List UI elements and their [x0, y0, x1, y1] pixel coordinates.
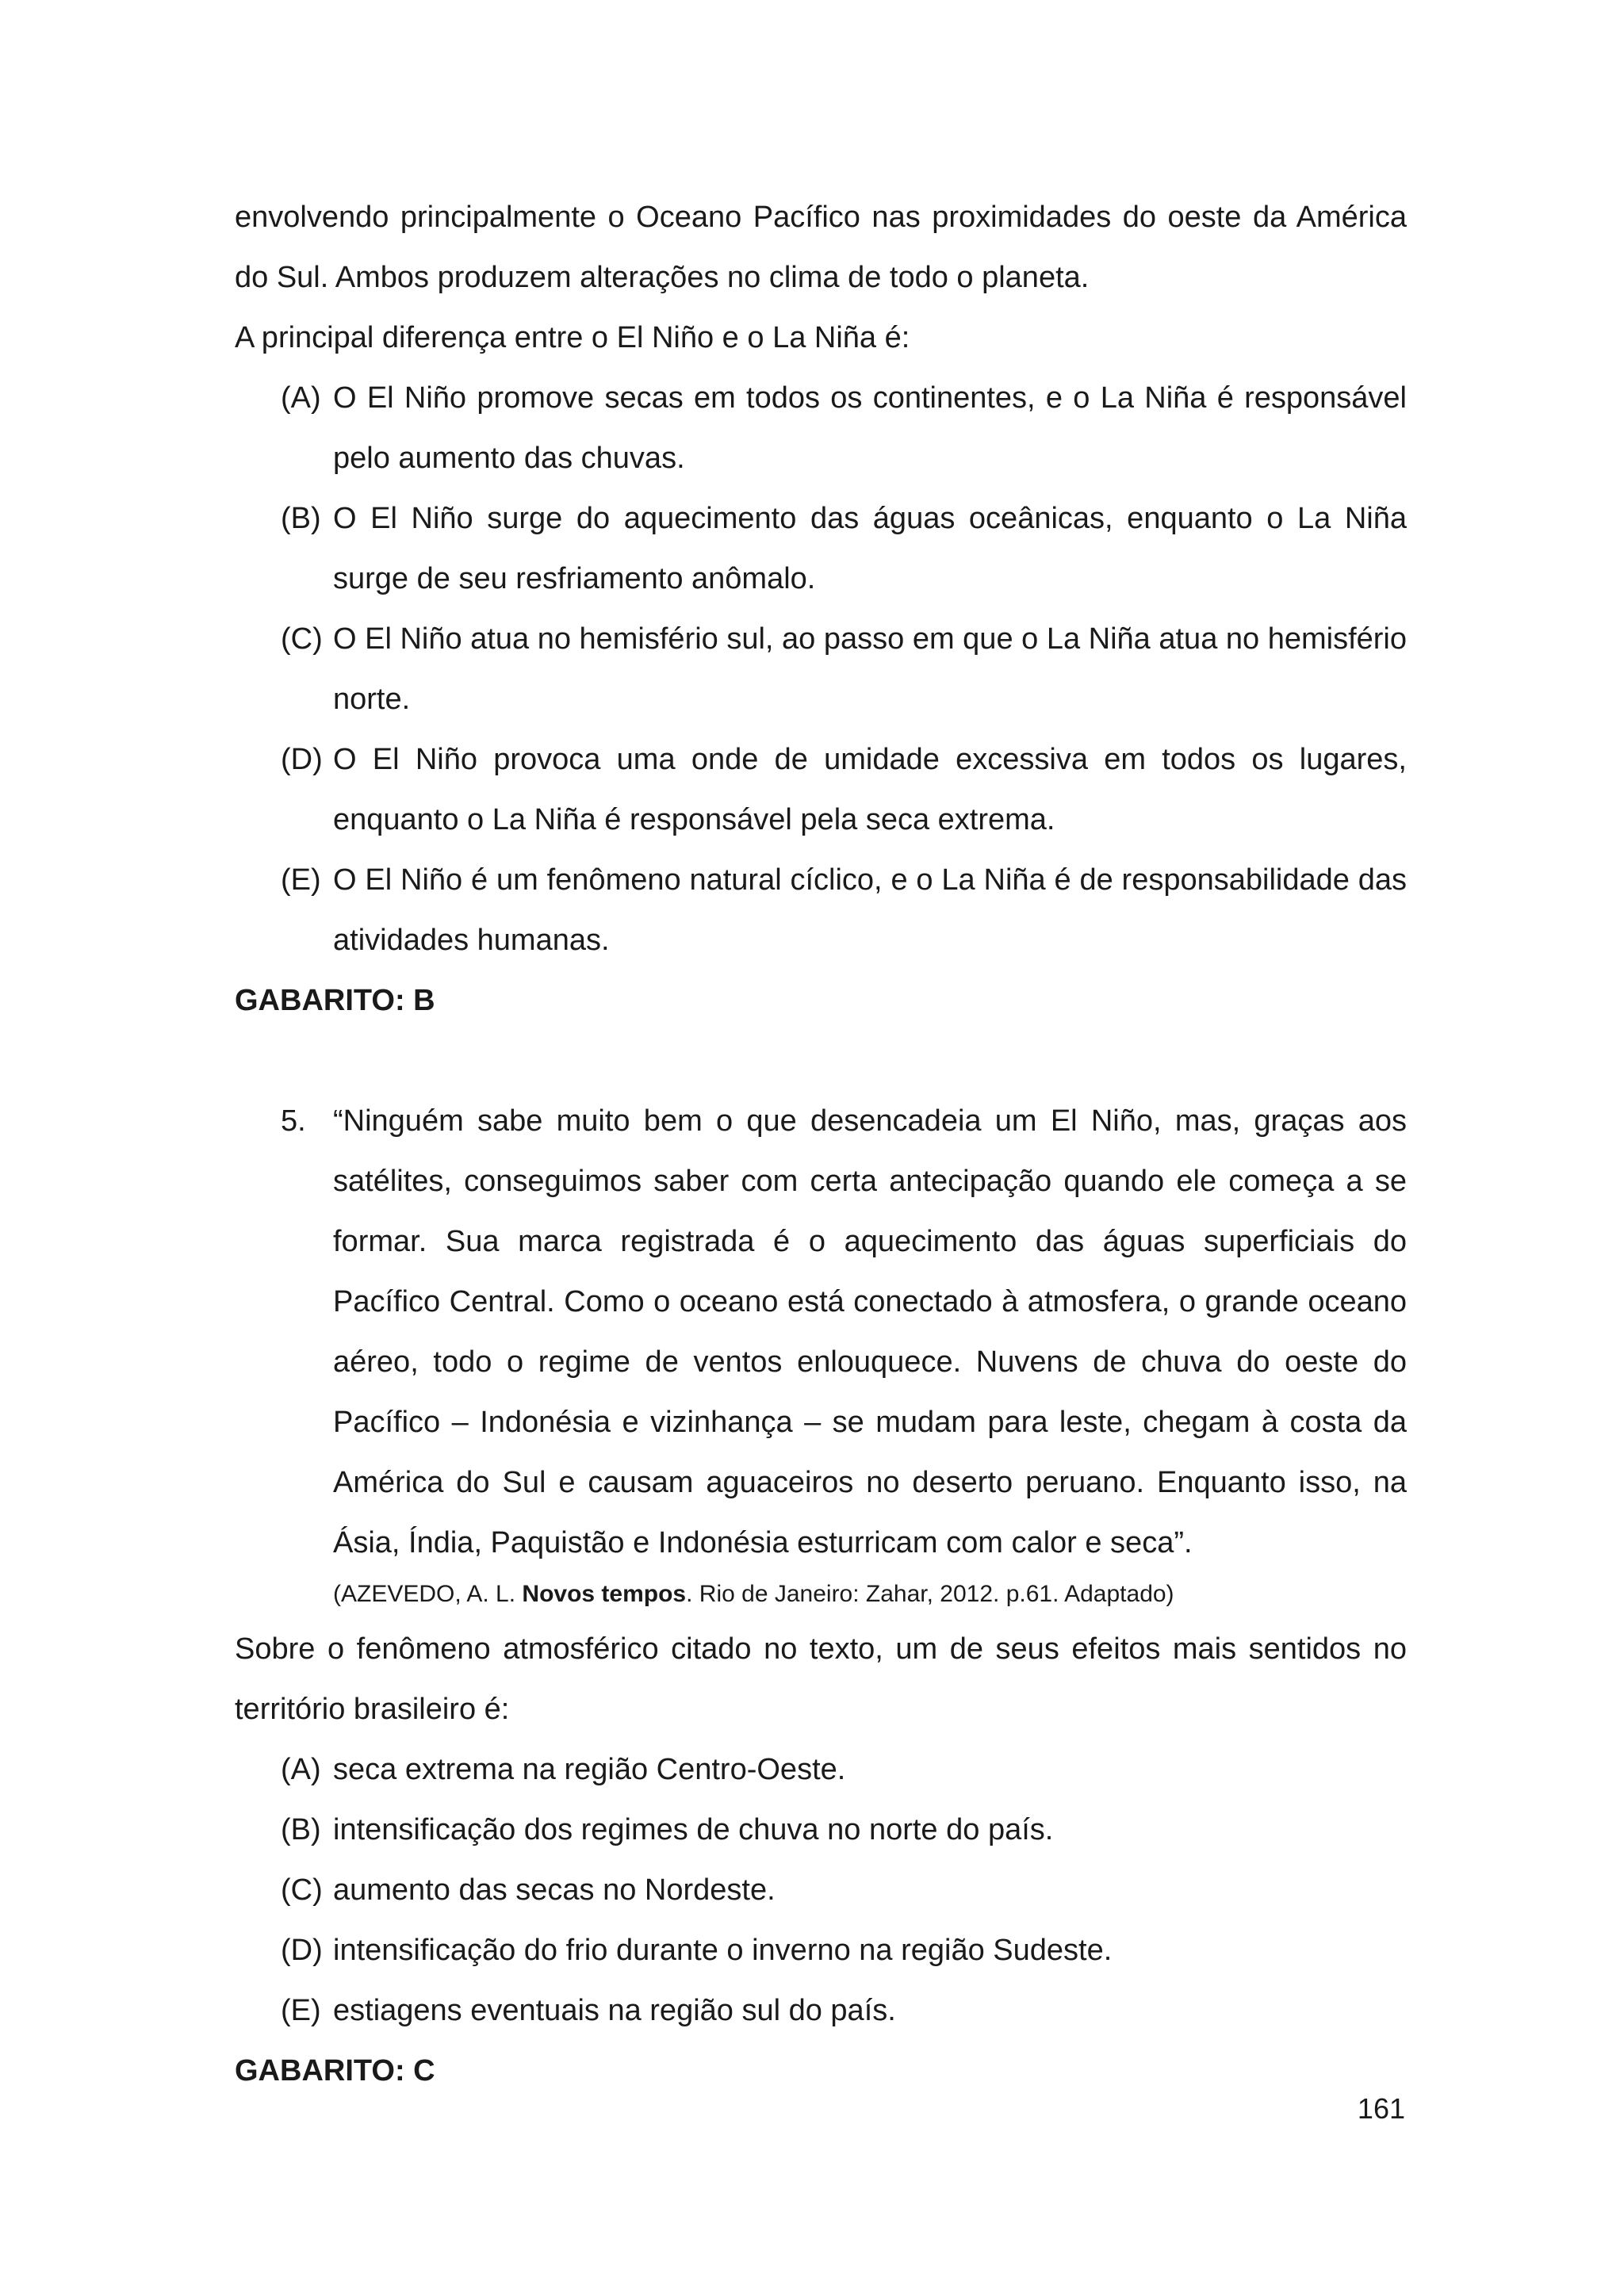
citation-suffix: . Rio de Janeiro: Zahar, 2012. p.61. Adaptado) — [686, 1581, 1174, 1607]
option-letter: (A) — [281, 1753, 321, 1786]
citation-prefix: (AZEVEDO, A. L. — [333, 1581, 523, 1607]
option-b — [281, 1800, 1407, 1860]
answer-options — [235, 368, 1407, 970]
option-d — [281, 1920, 1407, 1980]
option-b — [281, 488, 1407, 609]
option-letter: (E) — [281, 863, 321, 897]
option-text: estiagens eventuais na região sul do país. — [333, 1994, 896, 2027]
answer-key: GABARITO: C — [235, 2054, 435, 2087]
question-5-quote — [281, 1091, 1407, 1573]
option-text: O El Niño promove secas em todos os continentes, e o La Niña é responsável pelo aumento das chuvas. — [333, 381, 1407, 475]
citation — [333, 1575, 1407, 1614]
option-e — [281, 1980, 1407, 2041]
option-text: O El Niño é um fenômeno natural cíclico, e o La Niña é de responsabilidade das atividades humanas. — [333, 863, 1407, 957]
citation-title: Novos tempos — [522, 1581, 687, 1607]
option-text: intensificação dos regimes de chuva no norte do país. — [333, 1813, 1054, 1846]
continuation-paragraph: envolvendo principalmente o Oceano Pacífico nas proximidades do oeste da América do Sul. Ambos produzem alterações no clima de todo o planeta. — [235, 201, 1407, 294]
page-content — [235, 187, 1407, 2101]
quote-text: “Ninguém sabe muito bem o que desencadeia um El Niño, mas, graças aos satélites, conseguimos saber com certa antecipação quando ele começa a se formar. Sua marca registrada é o aquecimento das águas superficiais do Pacífico Central. Como o oceano está conectado à atmosfera, o grande oceano aéreo, todo o regime de ventos enlouquece. Nuvens de chuva do oeste do Pacífico – Indonésia e vizinhança – se mudam para leste, chegam à costa da América do Sul e causam aguaceiros no deserto peruano. Enquanto isso, na Ásia, Índia, Paquistão e Indonésia esturricam com calor e seca”. — [333, 1104, 1407, 1559]
option-text: aumento das secas no Nordeste. — [333, 1873, 776, 1907]
option-c — [281, 609, 1407, 729]
page-number: 161 — [1357, 2092, 1405, 2125]
answer-options — [235, 1739, 1407, 2041]
question-prompt: A principal diferença entre o El Niño e o La Niña é: — [235, 321, 910, 354]
option-letter: (A) — [281, 381, 321, 415]
option-text: O El Niño surge do aquecimento das águas oceânicas, enquanto o La Niña surge de seu resfriamento anômalo. — [333, 502, 1407, 595]
question-prompt: Sobre o fenômeno atmosférico citado no texto, um de seus efeitos mais sentidos no território brasileiro é: — [235, 1632, 1407, 1726]
option-a — [281, 368, 1407, 488]
option-letter: (B) — [281, 502, 321, 535]
option-letter: (D) — [281, 743, 323, 776]
option-text: O El Niño provoca uma onde de umidade excessiva em todos os lugares, enquanto o La Niña é responsável pela seca extrema. — [333, 743, 1407, 836]
spacer — [235, 1031, 1407, 1091]
option-letter: (C) — [281, 622, 323, 656]
answer-key: GABARITO: B — [235, 984, 435, 1017]
option-letter: (E) — [281, 1994, 321, 2027]
option-letter: (C) — [281, 1873, 323, 1907]
option-text: intensificação do frio durante o inverno na região Sudeste. — [333, 1934, 1113, 1967]
option-c — [281, 1860, 1407, 1920]
option-d — [281, 729, 1407, 850]
option-letter: (D) — [281, 1934, 323, 1967]
option-text: O El Niño atua no hemisfério sul, ao passo em que o La Niña atua no hemisfério norte. — [333, 622, 1407, 716]
option-text: seca extrema na região Centro-Oeste. — [333, 1753, 846, 1786]
option-e — [281, 850, 1407, 970]
question-number: 5. — [281, 1104, 306, 1138]
option-a — [281, 1739, 1407, 1800]
option-letter: (B) — [281, 1813, 321, 1846]
